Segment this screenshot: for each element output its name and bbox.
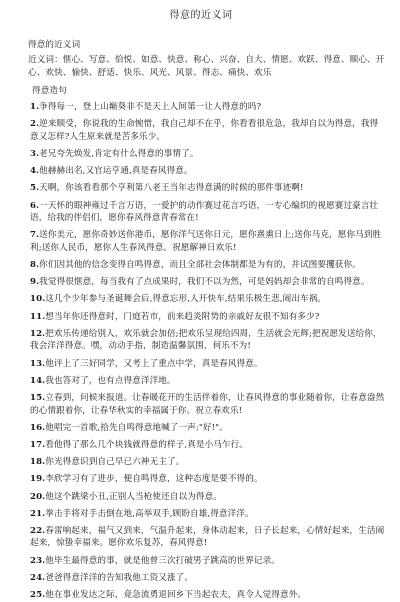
item-number: 7. bbox=[30, 230, 40, 241]
item-text: 想当年你还得意时，门庭若市，前来趋炎附势的亲戚好友很不知有多少? bbox=[45, 311, 320, 322]
item-number: 14. bbox=[30, 375, 46, 386]
item-text: 争得每一，登上山巅葵非不是天上人间第一让人得意的吗? bbox=[39, 101, 262, 112]
item-number: 17. bbox=[30, 439, 46, 450]
item-text: 这几个少年参与圣诞舞会后,得意忘形,人开快车,结果乐极生悲,闹出车祸。 bbox=[45, 294, 327, 305]
item-text: 老兄夸先焕发,肯定有什么得意的事情了。 bbox=[39, 148, 199, 159]
item-number: 21. bbox=[30, 508, 46, 519]
list-item bbox=[16, 118, 386, 143]
item-text: 我也答对了，也有点得意洋洋地。 bbox=[45, 375, 176, 386]
item-text: 立春到，问候来报道。让春暖花开的生活伴着你，让春风得意的事业随着你，让春意盎然的心情跟着你，让春华秋实的幸福属于你。祝立春欢乐! bbox=[30, 392, 385, 416]
item-text: 我觉得很惬意，每当我有了点成果时，我们不以为然，可是妈妈却会非常的自鸣得意。 bbox=[39, 277, 370, 288]
sentence-list bbox=[16, 101, 386, 602]
item-text: 把欢乐传递给别人，欢乐就会加倍;把欢乐呈现给四周，生活就会光辉;把祝愿发送给你，我会洋洋得意。嘿，动动手指，制造温馨氛围，何乐不为! bbox=[30, 328, 382, 352]
list-item bbox=[16, 311, 386, 324]
item-number: 25. bbox=[30, 590, 46, 601]
list-item bbox=[16, 101, 386, 114]
item-text: 你们因其他的信念变得自鸣得意，而且全部社会体制都是为有的，并试图要攫获你。 bbox=[39, 260, 361, 271]
item-text: 他在事业发达之际，竟急流勇退回乡下当起农夫，真令人觉得意外。 bbox=[45, 590, 307, 601]
item-number: 16. bbox=[30, 422, 46, 433]
list-item bbox=[16, 525, 386, 550]
synonym-list: 近义词：惬心、写意、恰悦、如意、快意、称心、兴奋、自大、情愿、欢跃、得意、顺心、开心、欢快、愉快、舒适、快乐、风光、风景、得志、痛快、欢乐 bbox=[28, 55, 385, 78]
item-text: 他毕生最得意的事，就是他曾三次打破男子跳高的世界记录。 bbox=[45, 555, 280, 566]
item-text: 他评上了三好同学，又考上了重点中学，真是春风得意。 bbox=[45, 358, 263, 369]
list-item bbox=[16, 276, 386, 289]
list-item bbox=[16, 148, 386, 161]
item-number: 18. bbox=[30, 457, 46, 468]
item-text: 李欣学习有了进步，便自鸣得意，这种态度是要不得的。 bbox=[45, 474, 263, 485]
item-number: 20. bbox=[30, 491, 46, 502]
list-item bbox=[16, 439, 386, 452]
item-text: 他唱完一首歌,拾先自鸣得意地喊了一声:"好!"。 bbox=[45, 422, 228, 433]
item-text: 他赫赫出名,又官运亨通,真是春风得意。 bbox=[39, 166, 193, 177]
list-item bbox=[16, 572, 386, 585]
item-number: 9. bbox=[30, 277, 40, 288]
item-number: 4. bbox=[30, 166, 40, 177]
list-item bbox=[16, 200, 386, 225]
list-item bbox=[16, 358, 386, 371]
item-number: 2. bbox=[30, 119, 40, 130]
list-item bbox=[16, 229, 386, 254]
item-number: 11. bbox=[30, 311, 46, 322]
item-number: 3. bbox=[30, 148, 40, 159]
item-text: 爸爸得意洋洋的告知我他工资又涨了。 bbox=[45, 572, 194, 583]
item-text: 一天怀的眼神雍过千言万语，一爱护的动作赛过花言巧语，一专心编织的视愿赛过豪言壮语，给我的伴侣们，愿你春风得意青春常在! bbox=[30, 200, 379, 224]
item-number: 15. bbox=[30, 392, 46, 403]
item-number: 13. bbox=[30, 358, 46, 369]
list-item bbox=[16, 508, 386, 521]
item-number: 1. bbox=[30, 101, 40, 112]
synonym-heading: 得意的近义词 bbox=[28, 39, 81, 50]
item-text: 看他得了那么几个块钱就得意的样子,真是小马乍行。 bbox=[45, 439, 249, 450]
item-number: 19. bbox=[30, 474, 46, 485]
list-item bbox=[16, 422, 386, 435]
list-item bbox=[16, 473, 386, 486]
item-number: 24. bbox=[30, 572, 46, 583]
sentences-heading: 得意造句 bbox=[32, 86, 67, 97]
item-text: 送你美元，愿你奇妙送你港币，愿你洋气送你日元，愿你熹熏日上;送你马克，愿你马到胜利;送你人民币，愿你人生春风得意。祝愿解神日欢乐! bbox=[30, 230, 382, 253]
item-text: 逆来顺受，你说我的生命惋惜，我自己却不在乎，你看看很危急，我却自以为得意，我得意又怎样?人生原来就是苦多乐少。 bbox=[30, 119, 379, 142]
item-number: 10. bbox=[30, 294, 46, 305]
list-item bbox=[16, 293, 386, 306]
item-number: 5. bbox=[30, 183, 40, 194]
list-item bbox=[16, 328, 386, 353]
list-item bbox=[16, 589, 386, 602]
list-item bbox=[16, 456, 386, 469]
list-item bbox=[16, 392, 386, 417]
item-number: 6. bbox=[30, 200, 40, 211]
item-text: 春雷响起来，福气又到来，气温升起来，身体动起来，日子长起来，心情好起来，生活闹起来，惊蛰幸福来。愿你欢乐复苏，春风得意! bbox=[30, 525, 385, 549]
list-item bbox=[16, 259, 386, 272]
item-text: 天啊，你该看看那个亨利第八老王当年志得意满的时候的那件事迹啊! bbox=[39, 183, 304, 194]
item-number: 23. bbox=[30, 555, 46, 566]
item-text: 他这个跳梁小丑,正别人当枪使还自以为得意。 bbox=[45, 491, 222, 502]
item-number: 22. bbox=[30, 525, 46, 536]
list-item bbox=[16, 491, 386, 504]
list-item bbox=[16, 165, 386, 178]
document-title: 得意的近义词 bbox=[169, 10, 233, 21]
item-number: 12. bbox=[30, 328, 46, 339]
item-number: 8. bbox=[30, 260, 40, 271]
item-text: 拳击手将对手击倒在地,高举双手,顾盼自雄,得意洋洋。 bbox=[45, 508, 254, 519]
list-item bbox=[16, 375, 386, 388]
list-item bbox=[16, 555, 386, 568]
list-item bbox=[16, 182, 386, 195]
item-text: 你光得意识到自己早已六神无主了。 bbox=[45, 457, 185, 468]
